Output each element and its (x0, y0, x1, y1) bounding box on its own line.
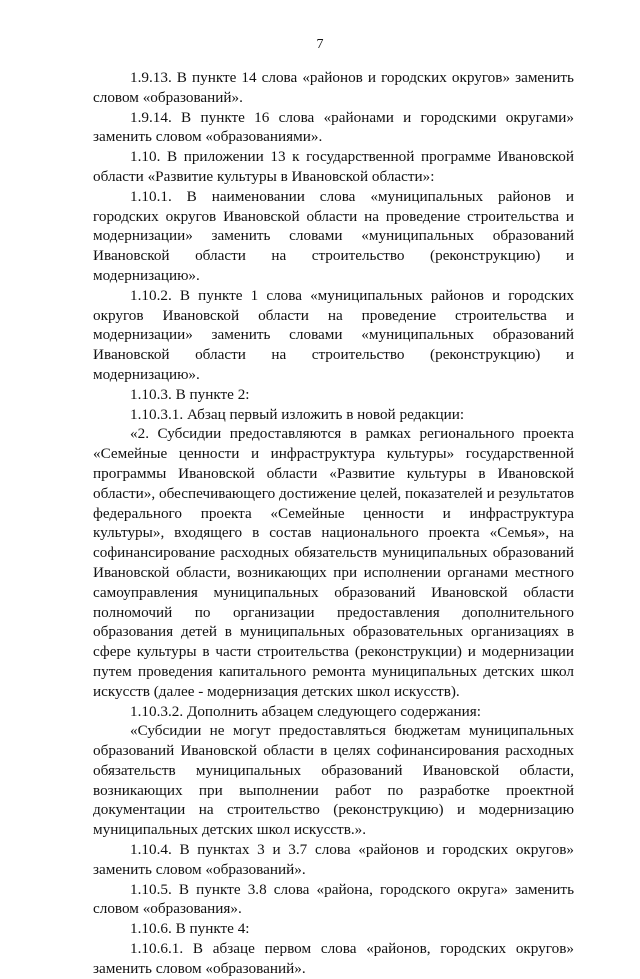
paragraph-quoted-item-2: «2. Субсидии предоставляются в рамках регионального проекта «Семейные ценности и инфраструктура культуры» государственной программы Ивановской области «Развитие культуры в Ивановской области», обеспечивающего достижение целей, показателей и результатов федерального проекта «Семейные ценности и инфраструктура культуры», входящего в состав национального проекта «Семья», на софинансирование расходных обязательств муниципальных образований Ивановской области, возникающих при исполнении органами местного самоуправления муниципальных образований Ивановской области полномочий по организации предоставления дополнительного образования детей в муниципальных образовательных организациях в сфере культуры в части строительства (реконструкции) и модернизации путем проведения капитального ремонта муниципальных детских школ искусств (далее - модернизация детских школ искусств). (93, 425, 574, 700)
document-body (93, 68, 574, 979)
paragraph-1-10-1: 1.10.1. В наименовании слова «муниципальных районов и городских округов Ивановской области на проведение строительства и модернизации» заменить словами «муниципальных образований Ивановской области на строительство (реконструкцию) и модернизацию». (93, 187, 574, 284)
paragraph-1-10-3-2: 1.10.3.2. Дополнить абзацем следующего содержания: (130, 702, 481, 720)
paragraph-quoted-subsidies: «Субсидии не могут предоставляться бюджетам муниципальных образований Ивановской области в целях софинансирования расходных обязательств муниципальных образований Ивановской области, возникающих при выполнении работ по разработке проектной документации на строительство (реконструкцию) и модернизацию муниципальных детских школ искусств.». (93, 722, 574, 839)
paragraph-1-10-4: 1.10.4. В пунктах 3 и 3.7 слова «районов и городских округов» заменить словом «образований». (93, 841, 574, 878)
paragraph-1-10-3-1: 1.10.3.1. Абзац первый изложить в новой редакции: (130, 405, 465, 423)
paragraph-1-10-6-1: 1.10.6.1. В абзаце первом слова «районов, городских округов» заменить словом «образований». (93, 940, 574, 977)
paragraph-1-10-2: 1.10.2. В пункте 1 слова «муниципальных районов и городских округов Ивановской области на проведение строительства и модернизации» заменить словами «муниципальных образований Ивановской области на строительство (реконструкцию) и модернизацию». (93, 286, 574, 383)
paragraph-1-10-6: 1.10.6. В пункте 4: (130, 920, 250, 938)
paragraph-1-10: 1.10. В приложении 13 к государственной программе Ивановской области «Развитие культуры в Ивановской области»: (93, 148, 574, 185)
page-number: 7 (316, 37, 324, 52)
paragraph-1-9-13: 1.9.13. В пункте 14 слова «районов и городских округов» заменить словом «образований». (93, 69, 574, 106)
paragraph-1-10-3: 1.10.3. В пункте 2: (130, 385, 250, 403)
paragraph-1-9-14: 1.9.14. В пункте 16 слова «районами и городскими округами» заменить словом «образованиями». (93, 108, 574, 146)
paragraph-1-10-5: 1.10.5. В пункте 3.8 слова «района, городского округа» заменить словом «образования». (93, 880, 574, 918)
